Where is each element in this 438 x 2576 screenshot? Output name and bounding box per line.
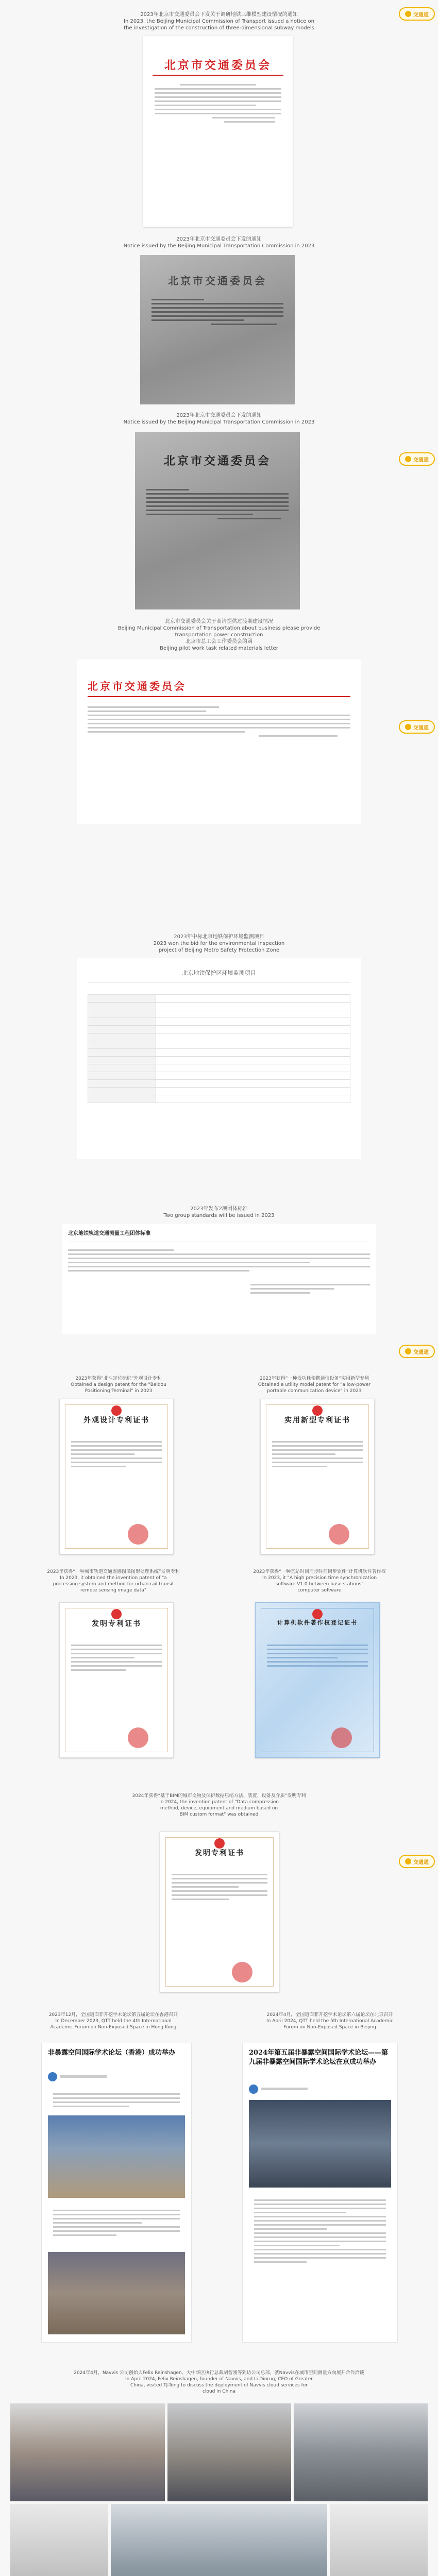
news-article [242,2043,398,2343]
patent-certificate [260,1399,375,1554]
patent-certificate [59,1602,174,1758]
caption: 北京市交通委员会关于商请提供过渡期建设情况 Beijing Municipal Commission of Transportation about business please provide transportation power construction 北京市总工会工作委员会的函 Beijing pilot work task related materials letter [117,619,321,651]
logo-icon [405,1858,411,1865]
caption: 2023年获得“一种基站时间同步时间同步软件”计算机软件著作权 In 2023, it "A high precision time synchronization software V1.0 between base stations" computer software [253,1569,386,1593]
emblem-icon [111,1405,122,1416]
news-article [41,2043,192,2343]
emblem-icon [312,1609,323,1619]
doc-heading: 北京市交通委员会 [163,454,271,468]
certificate-title: 计算机软件著作权登记证书 [277,1619,358,1626]
certificate-title: 发明专利证书 [195,1849,244,1857]
caption: 2024年4月，全国道面非开挖学术论坛第六届论坛在北京召开 In April 2024, QTT held the 5th International Academic Forum on Non-Exposed Space in Beijing [266,2012,394,2030]
doc-text [155,84,281,123]
document-photo [135,432,300,609]
logo-icon [405,1348,411,1354]
caption: 2023年北京市交通委员会下发的通知 Notice issued by the Beijing Municipal Transportation Commission in 2023 [123,413,315,425]
document-image [77,958,361,1159]
event-photo [48,2252,185,2334]
logo-text: 交通通 [413,457,429,463]
document-image [77,659,361,824]
red-rule [153,75,283,76]
emblem-icon [312,1405,323,1416]
doc-text [88,706,350,737]
doc-text [151,299,283,325]
document-photo [140,255,295,404]
brand-logo [399,1855,435,1868]
doc-text [146,489,289,519]
logo-text: 交通通 [413,12,429,18]
caption: 2023年发布2项团体标准 Two group standards will be issued in 2023 [163,1206,275,1218]
software-certificate [255,1602,380,1758]
visit-photo [294,2403,428,2501]
doc-signature [250,1284,370,1294]
logo-icon [405,456,411,462]
news-headline: 非暴露空间国际学术论坛（香港）成功举办 [48,2049,176,2057]
caption: 2023年北京市交通委员会下发关于调研地铁三维模型建设情况的通知 In 2023, the Beijing Municipal Commission of Transport issued a notice on the investigation of the construction of three-dimensional subway models [124,12,314,31]
caption: 2023年获得“北斗定位标桩”外观设计专利 Obtained a design patent for the "Beidou Positioning Terminal" in 2023 [71,1376,166,1394]
caption: 2023年12月，全国道面非开挖学术论坛第五届论坛在香港召开 In December 2023, QTT held the 4th International Academic Forum on Non-Exposed Space in Hong Kong [48,2012,178,2030]
event-photo [249,2100,391,2188]
logo-text: 交通通 [413,725,429,731]
certificate-title: 实用新型专利证书 [284,1416,350,1425]
patent-certificate [160,1832,279,1992]
seal-icon [128,1727,148,1748]
seal-icon [128,1524,148,1545]
seal-icon [331,1727,352,1748]
logo-text: 交通通 [413,1859,429,1866]
doc-heading: 北京地铁保护区环境监测项目 [182,970,256,976]
brand-logo [399,452,435,466]
caption: 2023年北京市交通委员会下发的通知 Notice issued by the Beijing Municipal Transportation Commission in 2023 [123,236,315,249]
logo-icon [405,724,411,730]
visit-photo [10,2504,108,2576]
certificate-title: 发明专利证书 [92,1620,141,1628]
avatar [249,2084,258,2094]
doc-heading: 北京市交通委员会 [88,680,187,692]
event-photo [48,2115,185,2198]
caption: 2024年获得“基于BIM的城市文物及保护数据压缩方法、装置、设备及介质”发明专利 In 2024, the invention patent of "Data compression method, device, equipment and medium based on BIM custom format" was obtained [132,1793,306,1817]
caption: 2024年4月，Navvis 公司创始人Felix Reinshagen、大中华区执行总裁胡智刚等到访公司总部，就Navvis在城市空间测量方向展开合作洽谈 In April 2024, Felix Reinshagen, founder of Navvis, and Li Dinrug, CEO of Greater China, visited TJ-Tong to discuss the deployment of Navvis cloud services for cloud in China [74,2370,364,2394]
document-image [143,36,293,227]
avatar [48,2072,57,2081]
seal-icon [329,1524,349,1545]
visit-photo [10,2403,165,2501]
visit-photo [111,2504,327,2576]
emblem-icon [111,1609,122,1619]
caption: 2023年获得“一种城市轨道交通遥感图像图形处理系统”发明专利 In 2023, it obtained the invention patent of "a processing system and method for urban rail transit remote sensing image data" [47,1569,180,1593]
patent-certificate [59,1399,174,1554]
red-rule [88,696,350,697]
certificate-title: 外观设计专利证书 [83,1416,149,1425]
brand-logo [399,1345,435,1358]
news-headline: 2024年第五届非暴露空间国际学术论坛——第九届非暴露空间国际学术论坛在京成功举办 [249,2049,389,2066]
document-image [62,1224,376,1334]
logo-text: 交通通 [413,1349,429,1355]
doc-heading: 北京地铁轨道交通测量工程团体标准 [68,1231,150,1236]
visit-photo [167,2403,291,2501]
doc-text [68,1249,370,1272]
emblem-icon [214,1838,225,1849]
doc-heading: 北京市交通委员会 [168,275,267,287]
caption: 2023年获得“一种低功耗便携通信设备”实用新型专利 Obtained a utility model patent for "a low-power portable communication device" in 2023 [258,1376,371,1394]
caption: 2023年中标北京地铁保护环境监测项目 2023 won the bid for the environmental inspection project of Beijing Metro Safety Protection Zone [153,934,285,953]
info-table [88,994,350,1103]
doc-heading: 北京市交通委员会 [164,59,272,72]
visit-photo [330,2504,428,2576]
brand-logo [399,720,435,734]
